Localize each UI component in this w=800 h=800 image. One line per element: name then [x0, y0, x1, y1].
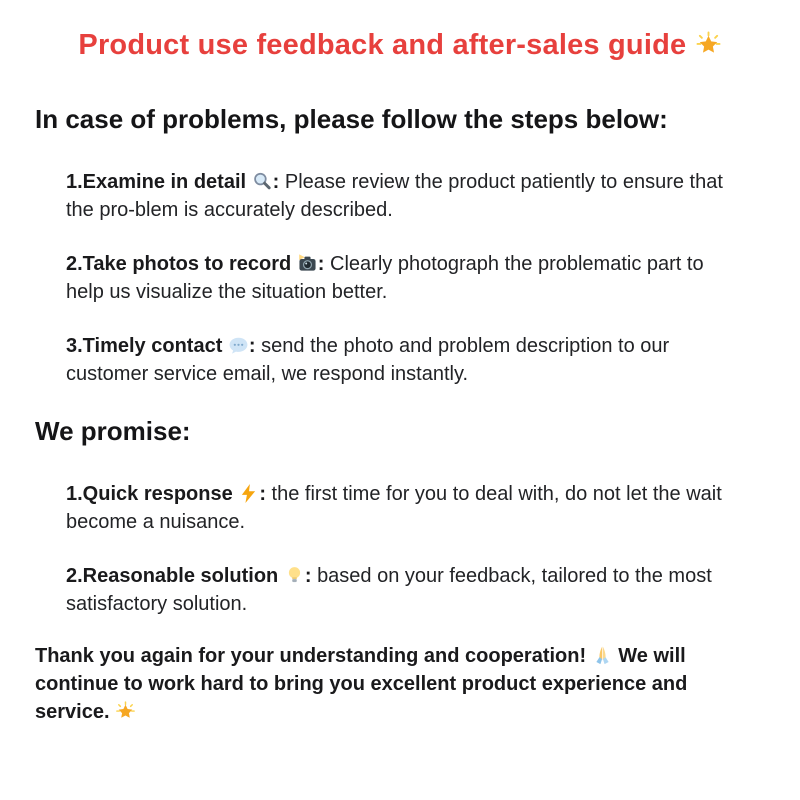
step-item-2 — [66, 250, 738, 306]
item-colon: : — [272, 171, 280, 193]
camera-flash-icon — [297, 250, 318, 278]
item-lead: 3.Timely contact — [66, 335, 223, 357]
speech-balloon-icon — [228, 332, 249, 360]
section-heading-promise: We promise: — [35, 416, 191, 446]
closing-text-2: We will continue to work hard to bring you excellent product experience and service. — [35, 645, 688, 723]
item-lead: 2.Reasonable solution — [66, 565, 279, 587]
page-title-text: Product use feedback and after-sales guide — [78, 29, 687, 61]
section-heading-steps: In case of problems, please follow the steps below: — [35, 104, 668, 134]
lightning-bolt-icon — [238, 480, 259, 508]
step-item-1 — [66, 168, 738, 224]
item-text: send the photo and problem description to our customer service email, we respond instantly. — [66, 335, 670, 385]
closing-text-1: Thank you again for your understanding and cooperation! — [35, 645, 587, 667]
item-text: based on your feedback, tailored to the most satisfactory solution. — [66, 565, 712, 615]
glowing-star-icon — [115, 698, 136, 726]
magnifying-glass-icon — [252, 168, 273, 196]
item-lead: 2.Take photos to record — [66, 253, 292, 275]
folded-hands-icon — [592, 642, 613, 670]
item-colon: : — [248, 335, 256, 357]
glowing-star-icon — [695, 26, 722, 64]
item-text: the first time for you to deal with, do not let the wait become a nuisance. — [66, 483, 722, 533]
item-colon: : — [259, 483, 266, 505]
closing-paragraph — [35, 642, 747, 726]
item-text: Please review the product patiently to ensure that the pro-blem is accurately described. — [66, 171, 723, 221]
item-text: Clearly photograph the problematic part to help us visualize the situation better. — [66, 253, 704, 303]
item-lead: 1.Examine in detail — [66, 171, 247, 193]
promise-item-2 — [66, 562, 738, 618]
light-bulb-icon — [284, 562, 305, 590]
item-lead: 1.Quick response — [66, 483, 233, 505]
promise-item-1 — [66, 480, 738, 536]
item-colon: : — [304, 565, 312, 587]
step-item-3 — [66, 332, 738, 388]
item-colon: : — [317, 253, 325, 275]
page-title — [0, 26, 800, 64]
